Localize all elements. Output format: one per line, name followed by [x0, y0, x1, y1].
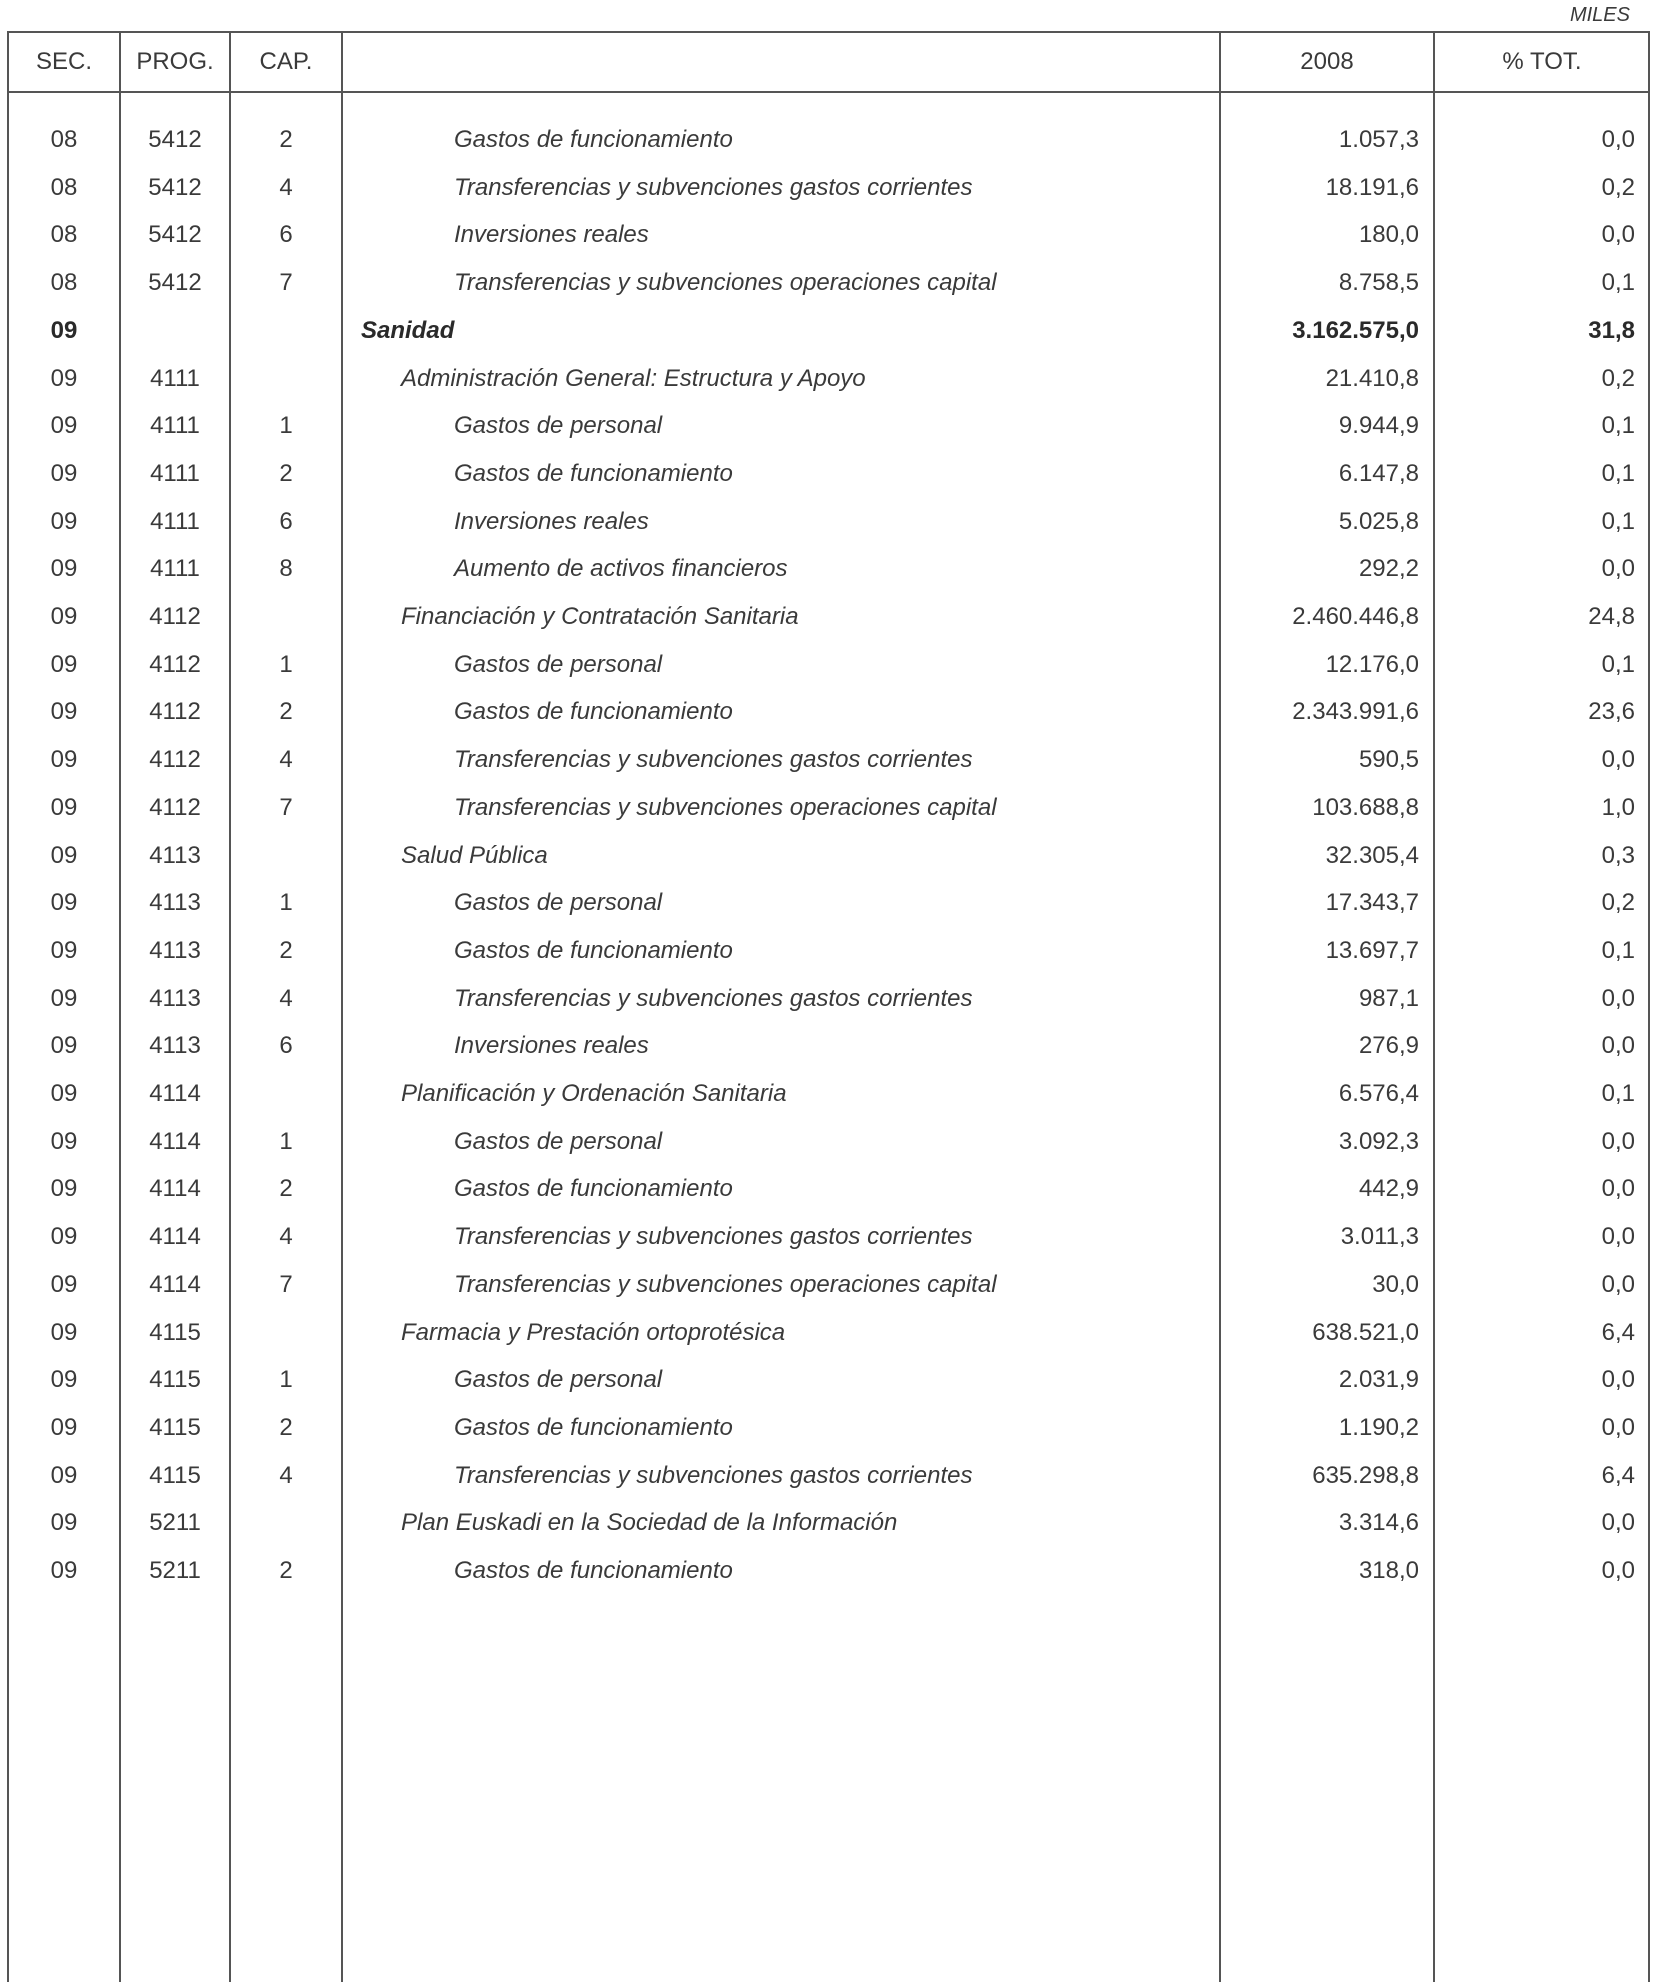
row-description: Transferencias y subvenciones gastos corrientes: [454, 173, 973, 201]
row-cap: 2: [279, 459, 293, 487]
row-cap: 4: [279, 984, 293, 1012]
row-description: Gastos de personal: [454, 1366, 663, 1394]
table-header: [9, 33, 1648, 93]
row-prog: 4112: [149, 603, 201, 630]
row-percent: 0,1: [1601, 507, 1635, 535]
row-description: Gastos de personal: [454, 412, 663, 440]
row-description: Aumento de activos financieros: [454, 555, 788, 583]
row-cap: 2: [279, 936, 293, 964]
row-amount: 3.314,6: [1338, 1509, 1419, 1537]
row-amount: 1.190,2: [1338, 1413, 1419, 1441]
row-amount: 8.758,5: [1338, 269, 1419, 297]
row-amount: 9.944,9: [1338, 412, 1419, 440]
row-description: Gastos de funcionamiento: [454, 1413, 733, 1441]
row-prog: 5412: [148, 126, 202, 153]
row-percent: 0,0: [1601, 1127, 1635, 1155]
row-description: Farmacia y Prestación ortoprotésica: [401, 1318, 786, 1346]
row-amount: 30,0: [1372, 1270, 1419, 1298]
row-prog: 4111: [150, 364, 200, 392]
row-sec: 09: [50, 889, 78, 917]
row-amount: 21.410,8: [1325, 364, 1419, 392]
row-sec: 09: [50, 459, 78, 487]
row-description: Plan Euskadi en la Sociedad de la Información: [401, 1509, 898, 1537]
row-percent: 0,2: [1601, 173, 1635, 201]
row-percent: 0,1: [1601, 650, 1635, 678]
row-sec: 09: [50, 698, 78, 726]
row-description: Gastos de personal: [454, 889, 663, 917]
row-description: Salud Pública: [401, 841, 548, 869]
row-prog: 4111: [150, 555, 200, 583]
row-amount: 6.147,8: [1338, 459, 1419, 487]
row-description: Financiación y Contratación Sanitaria: [401, 603, 799, 630]
row-prog: 5412: [148, 173, 202, 201]
row-prog: 4113: [149, 889, 201, 917]
row-cap: 7: [279, 793, 293, 821]
row-description: Transferencias y subvenciones operaciones capital: [454, 793, 997, 821]
row-amount: 180,0: [1358, 221, 1419, 249]
row-cap: 2: [279, 126, 293, 153]
row-sec: 08: [50, 173, 78, 201]
row-sec: 09: [50, 603, 78, 630]
row-cap: 4: [279, 1223, 293, 1251]
row-description: Gastos de funcionamiento: [454, 936, 733, 964]
row-prog: 5412: [148, 269, 202, 297]
row-cap: 2: [279, 1413, 293, 1441]
row-cap: 2: [279, 1175, 293, 1203]
row-description: Sanidad: [361, 316, 455, 344]
row-sec: 09: [50, 364, 78, 392]
row-amount: 6.576,4: [1338, 1080, 1419, 1107]
row-prog: 4115: [149, 1461, 201, 1489]
row-sec: 09: [50, 1175, 78, 1203]
row-description: Transferencias y subvenciones gastos corrientes: [454, 984, 973, 1012]
row-sec: 09: [50, 1318, 78, 1346]
row-sec: 08: [50, 269, 78, 297]
row-cap: 1: [279, 889, 293, 917]
row-prog: 4115: [149, 1413, 201, 1441]
row-description: Gastos de personal: [454, 1127, 663, 1155]
row-cap: 7: [279, 1270, 293, 1298]
row-percent: 0,1: [1601, 1080, 1635, 1107]
row-amount: 32.305,4: [1325, 841, 1419, 869]
row-percent: 0,0: [1601, 1032, 1635, 1060]
row-amount: 2.031,9: [1338, 1366, 1419, 1394]
row-description: Planificación y Ordenación Sanitaria: [401, 1080, 787, 1107]
row-description: Gastos de funcionamiento: [454, 698, 733, 726]
row-prog: 4115: [149, 1318, 201, 1346]
header-pct: % TOT.: [1502, 48, 1582, 75]
table-row: [9, 1541, 1648, 1601]
header-cap: CAP.: [259, 48, 313, 75]
row-prog: 4114: [149, 1270, 201, 1298]
row-amount: 318,0: [1358, 1557, 1419, 1584]
row-description: Transferencias y subvenciones operaciones capital: [454, 1270, 997, 1298]
row-prog: 4115: [149, 1366, 201, 1394]
row-description: Gastos de funcionamiento: [454, 126, 733, 153]
row-prog: 4114: [149, 1175, 201, 1203]
row-amount: 3.162.575,0: [1292, 316, 1419, 344]
row-percent: 0,0: [1601, 1175, 1635, 1203]
row-cap: 1: [279, 1366, 293, 1394]
row-prog: 4114: [149, 1080, 201, 1107]
row-cap: 7: [279, 269, 293, 297]
row-description: Administración General: Estructura y Apoyo: [401, 364, 866, 392]
row-sec: 09: [50, 507, 78, 535]
row-cap: 4: [279, 173, 293, 201]
row-description: Gastos de funcionamiento: [454, 1557, 733, 1584]
row-amount: 635.298,8: [1312, 1461, 1419, 1489]
row-sec: 09: [50, 793, 78, 821]
row-prog: 4112: [149, 698, 201, 726]
row-description: Inversiones reales: [454, 1032, 649, 1060]
row-sec: 09: [50, 555, 78, 583]
row-sec: 08: [50, 221, 78, 249]
row-sec: 09: [50, 412, 78, 440]
row-sec: 09: [50, 650, 78, 678]
row-cap: 1: [279, 650, 293, 678]
row-percent: 31,8: [1588, 316, 1635, 344]
row-amount: 18.191,6: [1325, 173, 1419, 201]
row-prog: 5211: [149, 1509, 201, 1537]
row-cap: 2: [279, 1557, 293, 1584]
row-prog: 4112: [149, 650, 201, 678]
row-prog: 4112: [149, 793, 201, 821]
row-sec: 09: [50, 1461, 78, 1489]
row-prog: 4113: [149, 1032, 201, 1060]
header-sec: SEC.: [35, 48, 92, 75]
row-sec: 09: [50, 936, 78, 964]
row-description: Gastos de funcionamiento: [454, 1175, 733, 1203]
row-amount: 13.697,7: [1325, 936, 1419, 964]
row-cap: 6: [279, 507, 293, 535]
row-description: Gastos de funcionamiento: [454, 459, 733, 487]
row-percent: 0,3: [1601, 841, 1635, 869]
row-amount: 2.460.446,8: [1292, 603, 1419, 630]
row-percent: 0,1: [1601, 936, 1635, 964]
row-amount: 590,5: [1358, 746, 1419, 774]
row-percent: 0,0: [1601, 1223, 1635, 1251]
row-amount: 987,1: [1358, 984, 1419, 1012]
row-sec: 09: [50, 1032, 78, 1060]
units-label: MILES: [1569, 4, 1630, 26]
row-amount: 17.343,7: [1325, 889, 1419, 917]
row-sec: 09: [50, 1413, 78, 1441]
row-prog: 4111: [150, 459, 200, 487]
row-percent: 0,0: [1601, 1366, 1635, 1394]
row-description: Inversiones reales: [454, 221, 649, 249]
row-prog: 4114: [149, 1127, 201, 1155]
row-sec: 09: [50, 984, 78, 1012]
row-percent: 0,0: [1601, 221, 1635, 249]
row-percent: 23,6: [1588, 698, 1635, 726]
row-amount: 103.688,8: [1312, 793, 1419, 821]
header-year: 2008: [1300, 48, 1354, 75]
row-prog: 4112: [149, 746, 201, 774]
row-percent: 0,1: [1601, 412, 1635, 440]
row-cap: 6: [279, 1032, 293, 1060]
row-percent: 0,2: [1601, 364, 1635, 392]
header-prog: PROG.: [136, 48, 214, 75]
row-sec: 09: [50, 1509, 78, 1537]
row-amount: 5.025,8: [1338, 507, 1419, 535]
row-cap: 4: [279, 746, 293, 774]
row-percent: 0,0: [1601, 1413, 1635, 1441]
row-percent: 0,1: [1601, 459, 1635, 487]
row-sec: 09: [50, 316, 78, 344]
budget-table: [7, 31, 1650, 1982]
row-amount: 442,9: [1358, 1175, 1419, 1203]
row-sec: 09: [50, 746, 78, 774]
row-amount: 638.521,0: [1312, 1318, 1419, 1346]
row-prog: 5412: [148, 221, 202, 249]
row-percent: 6,4: [1601, 1461, 1635, 1489]
row-percent: 0,0: [1601, 555, 1635, 583]
row-percent: 0,1: [1601, 269, 1635, 297]
row-percent: 0,0: [1601, 1270, 1635, 1298]
row-description: Transferencias y subvenciones operaciones capital: [454, 269, 997, 297]
row-description: Transferencias y subvenciones gastos corrientes: [454, 1223, 973, 1251]
row-sec: 09: [50, 1223, 78, 1251]
row-prog: 5211: [149, 1557, 201, 1584]
row-prog: 4111: [150, 412, 200, 440]
row-prog: 4111: [150, 507, 200, 535]
row-sec: 09: [50, 841, 78, 869]
row-cap: 2: [279, 698, 293, 726]
row-sec: 09: [50, 1270, 78, 1298]
row-sec: 09: [50, 1557, 78, 1584]
row-percent: 1,0: [1601, 793, 1635, 821]
row-cap: 4: [279, 1461, 293, 1489]
row-cap: 1: [279, 1127, 293, 1155]
row-amount: 1.057,3: [1338, 126, 1419, 153]
row-description: Transferencias y subvenciones gastos corrientes: [454, 1461, 973, 1489]
row-description: Transferencias y subvenciones gastos corrientes: [454, 746, 973, 774]
row-sec: 09: [50, 1366, 78, 1394]
row-percent: 0,0: [1601, 126, 1635, 153]
row-percent: 0,2: [1601, 889, 1635, 917]
row-prog: 4113: [149, 841, 201, 869]
row-amount: 12.176,0: [1325, 650, 1419, 678]
row-percent: 0,0: [1601, 1557, 1635, 1584]
row-sec: 08: [50, 126, 78, 153]
row-amount: 292,2: [1358, 555, 1419, 583]
row-percent: 0,0: [1601, 984, 1635, 1012]
row-prog: 4113: [149, 936, 201, 964]
row-percent: 0,0: [1601, 1509, 1635, 1537]
row-description: Gastos de personal: [454, 650, 663, 678]
row-description: Inversiones reales: [454, 507, 649, 535]
row-amount: 2.343.991,6: [1292, 698, 1419, 726]
row-percent: 24,8: [1588, 603, 1635, 630]
row-cap: 6: [279, 221, 293, 249]
row-cap: 1: [279, 412, 293, 440]
row-prog: 4113: [149, 984, 201, 1012]
row-percent: 6,4: [1601, 1318, 1635, 1346]
row-sec: 09: [50, 1127, 78, 1155]
row-amount: 3.092,3: [1338, 1127, 1419, 1155]
row-prog: 4114: [149, 1223, 201, 1251]
row-cap: 8: [279, 555, 293, 583]
row-sec: 09: [50, 1080, 78, 1107]
row-percent: 0,0: [1601, 746, 1635, 774]
row-amount: 3.011,3: [1340, 1223, 1419, 1251]
row-amount: 276,9: [1358, 1032, 1419, 1060]
